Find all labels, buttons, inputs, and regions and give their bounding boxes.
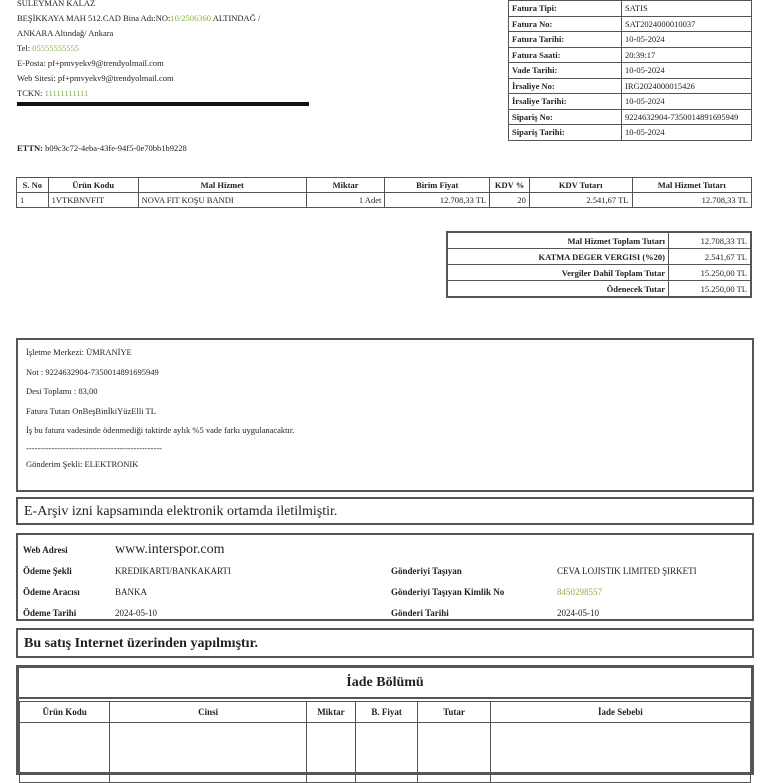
seller-address: BEŞİKKAYA MAH 512.CAD Bina Adı:NO:10/2506360 ALTINDAĞ / <box>17 13 261 23</box>
meta-value: 9224632904-7350014891695949 <box>622 109 752 125</box>
note-gonderim: Gönderim Şekli: ELEKTRONIK <box>26 458 139 469</box>
totals-row <box>447 232 751 249</box>
meta-value: SAT2024000010037 <box>622 16 752 32</box>
meta-key: Sipariş Tarihi: <box>509 125 622 141</box>
payment-box <box>16 533 754 621</box>
e-arsiv-text: E-Arşiv izni kapsamında elektronik ortamda iletilmiştir. <box>24 504 338 519</box>
meta-key: Sipariş No: <box>509 109 622 125</box>
iade-cell[interactable] <box>418 723 490 783</box>
seller-email: E-Posta: pf+pmvyekv9@trendyolmail.com <box>17 58 164 68</box>
internet-sale-text: Bu satış Internet üzerinden yapılmıştır. <box>24 636 258 651</box>
meta-value: 10-05-2024 <box>622 63 752 79</box>
meta-row <box>509 109 752 125</box>
meta-key: İrsaliye No: <box>509 78 622 94</box>
meta-value: 20:39:17 <box>622 47 752 63</box>
meta-row <box>509 47 752 63</box>
tasiyan-kimlik-label: Gönderiyi Taşıyan Kimlik No <box>391 586 505 597</box>
items-cell: 12.708,33 TL <box>385 193 490 208</box>
web-label: Web Adresi <box>23 544 68 555</box>
meta-row <box>509 16 752 32</box>
meta-value: 10-05-2024 <box>622 125 752 141</box>
totals-key: Vergiler Dahil Toplam Tutar <box>447 265 669 281</box>
iade-title: İade Bölümü <box>19 668 751 699</box>
items-table <box>16 177 752 208</box>
items-header-cell: S. No <box>17 178 49 193</box>
items-cell: 20 <box>490 193 530 208</box>
address-no: 10/2506360 <box>170 13 212 23</box>
table-row <box>17 193 752 208</box>
items-header-cell: Miktar <box>306 178 385 193</box>
totals-key: Mal Hizmet Toplam Tutarı <box>447 232 669 249</box>
payment-table <box>22 539 748 623</box>
note-tutar: Fatura Tutarı OnBeşBinİkiYüzElli TL <box>26 405 156 416</box>
tasiyan-label: Gönderiyi Taşıyan <box>391 565 462 576</box>
items-header-cell: Ürün Kodu <box>48 178 138 193</box>
tckn-value: 11111111111 <box>44 88 89 98</box>
totals-value: 12.708,33 TL <box>669 232 752 249</box>
seller-address-line2: ANKARA Altındağ/ Ankara <box>17 28 114 38</box>
header-divider <box>17 102 309 106</box>
items-cell: 1VTKBNVFIT <box>48 193 138 208</box>
totals-row <box>447 265 751 281</box>
meta-row <box>509 94 752 110</box>
iade-header-cell: İade Sebebi <box>490 702 750 723</box>
meta-row <box>509 78 752 94</box>
notes-box <box>16 338 754 492</box>
note-not: Not : 9224632904-7350014891695949 <box>26 366 159 377</box>
meta-key: Vade Tarihi: <box>509 63 622 79</box>
meta-row <box>509 1 752 17</box>
iade-header-cell: Miktar <box>307 702 356 723</box>
iade-cell[interactable] <box>110 723 307 783</box>
ettn: ETTN: b09c3c72-4eba-43fe-94f5-0e70bb1b9228 <box>17 143 187 153</box>
note-separator: ------------------------------------------------ <box>26 442 162 453</box>
odeme-tarihi-value: 2024-05-10 <box>115 607 157 618</box>
odeme-sekli-value: KREDIKARTI/BANKAKARTI <box>115 565 231 576</box>
invoice-meta-table <box>508 0 752 141</box>
iade-header-cell: Cinsi <box>110 702 307 723</box>
odeme-tarihi-label: Ödeme Tarihi <box>23 607 77 618</box>
e-arsiv-box <box>16 497 754 525</box>
web-value[interactable]: www.interspor.com <box>115 541 225 557</box>
meta-key: İrsaliye Tarihi: <box>509 94 622 110</box>
meta-value: 10-05-2024 <box>622 94 752 110</box>
iade-header-cell: Ürün Kodu <box>20 702 110 723</box>
items-cell: 2.541,67 TL <box>529 193 632 208</box>
meta-value: SATIS <box>622 1 752 17</box>
meta-value: 10-05-2024 <box>622 32 752 48</box>
totals-row <box>447 281 751 298</box>
items-header-cell: Mal Hizmet <box>138 178 306 193</box>
meta-key: Fatura Saati: <box>509 47 622 63</box>
iade-header-cell: B. Fiyat <box>355 702 418 723</box>
seller-tel: Tel: 05555555555 <box>17 43 79 53</box>
seller-tckn: TCKN: 11111111111 <box>17 88 89 98</box>
totals-key: KATMA DEGER VERGISI (%20) <box>447 249 669 265</box>
meta-key: Fatura No: <box>509 16 622 32</box>
note-merkez: İşletme Merkezi: ÜMRANİYE <box>26 347 132 357</box>
odeme-araci-value: BANKA <box>115 586 148 597</box>
items-header-cell: Mal Hizmet Tutarı <box>632 178 752 193</box>
items-cell: 1 <box>17 193 49 208</box>
iade-cell[interactable] <box>20 723 110 783</box>
meta-row <box>509 32 752 48</box>
note-vade: İş bu fatura vadesinde ödenmediği taktirde aylık %5 vade farkı uygulanacaktır. <box>26 425 295 435</box>
meta-row <box>509 125 752 141</box>
gonderi-tarihi-value: 2024-05-10 <box>557 607 599 618</box>
tasiyan-value: CEVA LOJISTIK LIMITED ŞIRKETI <box>557 565 697 576</box>
items-header-cell: Birim Fiyat <box>385 178 490 193</box>
totals-value: 15.250,00 TL <box>669 265 752 281</box>
items-header-cell: KDV Tutarı <box>529 178 632 193</box>
totals-value: 15.250,00 TL <box>669 281 752 298</box>
iade-box <box>16 665 754 775</box>
meta-value: IRG2024000015426 <box>622 78 752 94</box>
iade-header-cell: Tutar <box>418 702 490 723</box>
odeme-araci-label: Ödeme Aracısı <box>23 586 80 597</box>
iade-table <box>19 701 751 783</box>
items-cell: NOVA FIT KOŞU BANDI <box>138 193 306 208</box>
totals-key: Ödenecek Tutar <box>447 281 669 298</box>
meta-row <box>509 63 752 79</box>
tel-value[interactable]: 05555555555 <box>32 43 79 53</box>
iade-cell[interactable] <box>355 723 418 783</box>
totals-value: 2.541,67 TL <box>669 249 752 265</box>
internet-sale-box <box>16 628 754 658</box>
note-desi: Desi Toplamı : 83,00 <box>26 386 98 396</box>
tasiyan-kimlik-value[interactable]: 8450298557 <box>557 586 602 597</box>
items-cell: 12.708,33 TL <box>632 193 752 208</box>
gonderi-tarihi-label: Gönderi Tarihi <box>391 607 449 618</box>
items-header-cell: KDV % <box>490 178 530 193</box>
seller-website: Web Sitesi: pf+pmvyekv9@trendyolmail.com <box>17 73 174 83</box>
seller-name: SÜLEYMAN KALAZ <box>17 0 96 8</box>
seller-info <box>17 0 260 101</box>
items-cell: 1 Adet <box>306 193 385 208</box>
meta-key: Fatura Tipi: <box>509 1 622 17</box>
iade-cell[interactable] <box>490 723 750 783</box>
meta-key: Fatura Tarihi: <box>509 32 622 48</box>
totals-table <box>446 231 752 298</box>
odeme-sekli-label: Ödeme Şekli <box>23 565 72 576</box>
iade-cell[interactable] <box>307 723 356 783</box>
totals-row <box>447 249 751 265</box>
